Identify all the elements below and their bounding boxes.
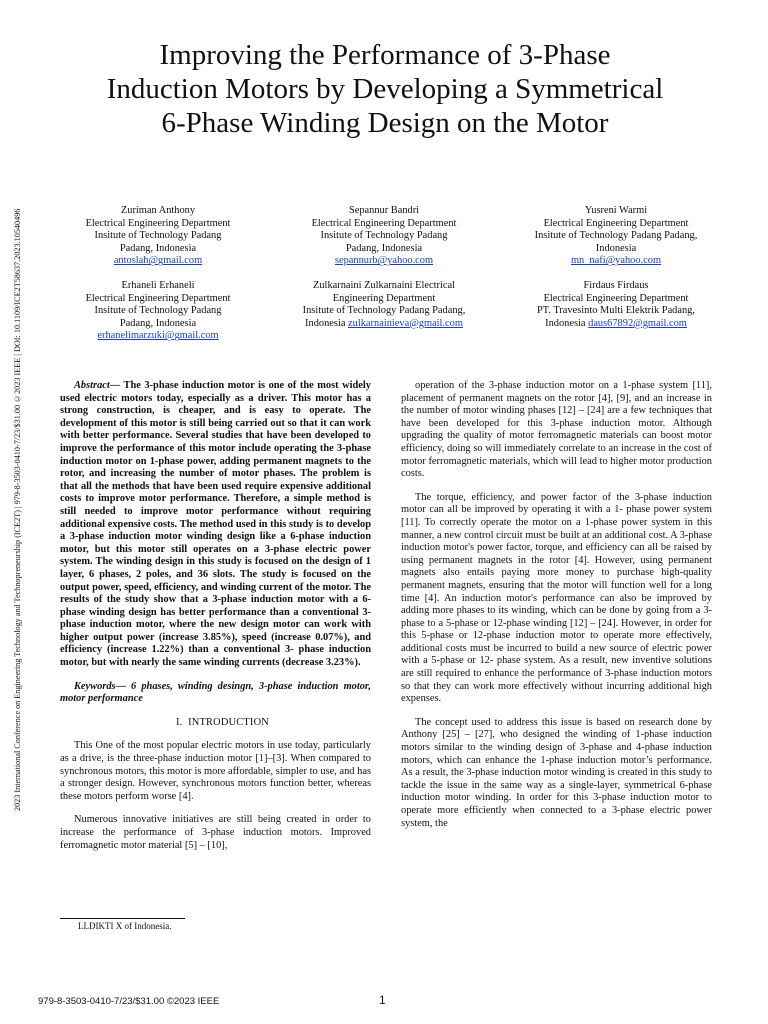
footnote-divider [60,918,185,919]
copyright-footer: 979-8-3503-0410-7/23/$31.00 ©2023 IEEE [38,996,220,1007]
author-email-link[interactable]: sepannurb@yahoo.com [334,255,434,267]
author-location [279,318,489,331]
section-title-rest: NTRODUCTION [191,716,269,728]
author-affiliation: Electrical Engineering Department [85,217,231,229]
funding-footnote: LLDIKTI X of Indonesia. [78,921,172,931]
body-paragraph: operation of the 3-phase induction motor on a 1-phase system [11], placement of permanent magnets on the rotor [4], [9], and an increase in the number of motor winding phases [12] – [24] are a few techniques that have been developed for this 3-phase induction motor. Although upgrading the quality of motor ferromagnetic materials can boost motor efficiency, doing so will immediately correlate to an increase in the cost of motor ferromagnetic materials, which will lead to higher motor production costs. [401,380,712,480]
author-location [511,318,721,331]
section-number: I. [176,716,183,728]
author-affiliation: Electrical Engineering Department [543,292,689,304]
author-name: Yusreni Warmi [584,205,648,216]
author-block [53,205,263,268]
author-email-link[interactable]: erhanelimarzuki@gmail.com [97,330,219,342]
author-block [511,205,721,268]
left-column [60,380,371,863]
author-block [279,280,489,330]
section-title-initial: I [188,716,192,728]
author-affiliation: PT. Travesinto Multi Elektrik Padang, [537,305,695,317]
body-paragraph: The torque, efficiency, and power factor of the 3-phase induction motor can all be improved by operating it with a 1- phase power system [11]. To correctly operate the motor on a 1-phase power system in this manner, a new control circuit must be built at an additional cost. A 3-phase induction motor's power factor, torque, and efficiency can all be raised by using permanent magnets in the rotor [4]. However, using permanent magnets also entails paying more money to purchase high-quality permanent magnets, ensuring that the motor will function well for a long time [4]. An induction motor's performance can also be improved by adding more phases to its winding, which can be done by going from a 3- phase to a 5-phase or 12-phase winding [12] – [24]. However, in order for this 5-phase or 12-phase induction motor to operate more effectively, additional costs must be incurred to build a new source of electric power with a 5-phase or 12- phase system. As a result, new inventive solutions are still required to enhance the performance of 3-phase induction motors so that they can work more effectively without incurring additional high expenses. [401,491,712,705]
author-name: Sepannur Bandri [348,205,420,216]
author-location-prefix: Indonesia [305,317,349,329]
author-affiliation: Insitute of Technology Padang [320,230,448,242]
body-paragraph: This One of the most popular electric motors in use today, particularly as a drive, is the three-phase induction motor [1]–[3]. When compared to synchronous motors, this motor is more affordable, simpler to use, and has a stronger design. However, synchronous motors function better, whereas these motors perform worse [4]. [60,740,371,802]
author-name: Zulkarnaini Zulkarnaini Electrical [313,280,455,291]
author-block [511,280,721,330]
author-name: Zuriman Anthony [120,205,196,216]
author-email-link[interactable]: antoslah@gmail.com [113,255,203,267]
author-location: Indonesia [595,242,637,254]
section-heading-introduction [60,717,371,730]
title-line: Induction Motors by Developing a Symmetrical [106,73,664,105]
title-line: Improving the Performance of 3-Phase [159,39,611,71]
author-affiliation: Insitute of Technology Padang [94,305,222,317]
author-affiliation: Insitute of Technology Padang Padang, [302,305,466,317]
author-name: Erhaneli Erhaneli [121,280,195,291]
abstract-paragraph [60,380,371,670]
paper-title [60,38,710,140]
abstract-label: Abstract [74,380,110,391]
author-affiliation: Insitute of Technology Padang [94,230,222,242]
author-block [279,205,489,268]
page-number: 1 [379,993,386,1007]
author-location-prefix: Indonesia [545,317,589,329]
author-affiliation: Insitute of Technology Padang Padang, [534,230,698,242]
title-line: 6-Phase Winding Design on the Motor [161,107,609,139]
author-email-link[interactable]: zulkarnainieva@gmail.com [348,317,463,329]
body-paragraph: The concept used to address this issue is based on research done by Anthony [25] – [27], who designed the winding of 1-phase induction motors similar to the winding design of 3-phase and 4-phase induction motors, which can enhance the 1-phase induction motor’s performance. As a result, the 3-phase induction motor winding is created in this study to tackle the issue in the same way as a single-layer, symmetrical 6-phase induction motor winding. In order for this 3-phase induction motor to operate more efficiently when connected to a 3-phase electric power system, the [401,716,712,829]
right-column [401,380,712,841]
author-affiliation: Electrical Engineering Department [85,292,231,304]
abstract-dash: — [109,380,124,391]
body-paragraph: Numerous innovative initiatives are still being created in order to increase the performance of 3-phase induction motors. Improved ferromagnetic motor material [5] – [10], [60,814,371,851]
abstract-text: The 3-phase induction motor is one of the most widely used electric motors today, especially as a driver. This motor has a strong construction, is cheaper, and is easy to operate. The development of this motor is still being carried out so that it can work with better performance. Several studies that have been developed to improve the performance of this motor include operating the 3-phase induction motor on 1-phase power, adding permanent magnets to the rotor, and increasing the number of motor phases. The problem is that all the methods that have been used require expensive additional costs to improve motor performance. Therefore, a simple method is still needed to improve motor performance without requiring additional expensive costs. The method used in this study is to develop a 3-phase induction motor winding design like a 6-phase induction motor, but this motor still operates on a 3-phase electric power system. The winding design in this study is focused on the design of 1 layer, 6 phases, 2 poles, and 36 slots. The study is focused on the output power, speed, efficiency, and winding current of the motor. The results of the study show that a 3-phase induction motor with a 6-phase winding design has better performance than a conventional 3- phase induction motor, where the new design motor can work with higher output power (increase 3.85%), speed (increase 0.07%), and efficiency (increase 1.22%) than a conventional 3- phase induction motor, but with nearly the same winding currents (decrease 3.23%). [60,380,371,669]
author-affiliation: Engineering Department [332,292,436,304]
author-location: Padang, Indonesia [345,242,423,254]
author-affiliation: Electrical Engineering Department [311,217,457,229]
author-email-link[interactable]: daus67892@gmail.com [588,317,687,329]
author-block [53,280,263,343]
author-email-link[interactable]: mn_nafi@yahoo.com [570,255,662,267]
keywords-paragraph: Keywords— 6 phases, winding desingn, 3-phase induction motor, motor performance [60,680,371,705]
author-affiliation: Electrical Engineering Department [543,217,689,229]
author-location: Padang, Indonesia [119,317,197,329]
author-name: Firdaus Firdaus [583,280,649,291]
author-location: Padang, Indonesia [119,242,197,254]
conference-side-note: 2023 International Conference on Engineering Technology and Technopreneurship (ICE2T) | 979-8-3503-0410-7/23/$31.00 ©2023 IEEE | DOI: 10.1109/ICE2T58637.2023.10540496 [13,208,22,812]
